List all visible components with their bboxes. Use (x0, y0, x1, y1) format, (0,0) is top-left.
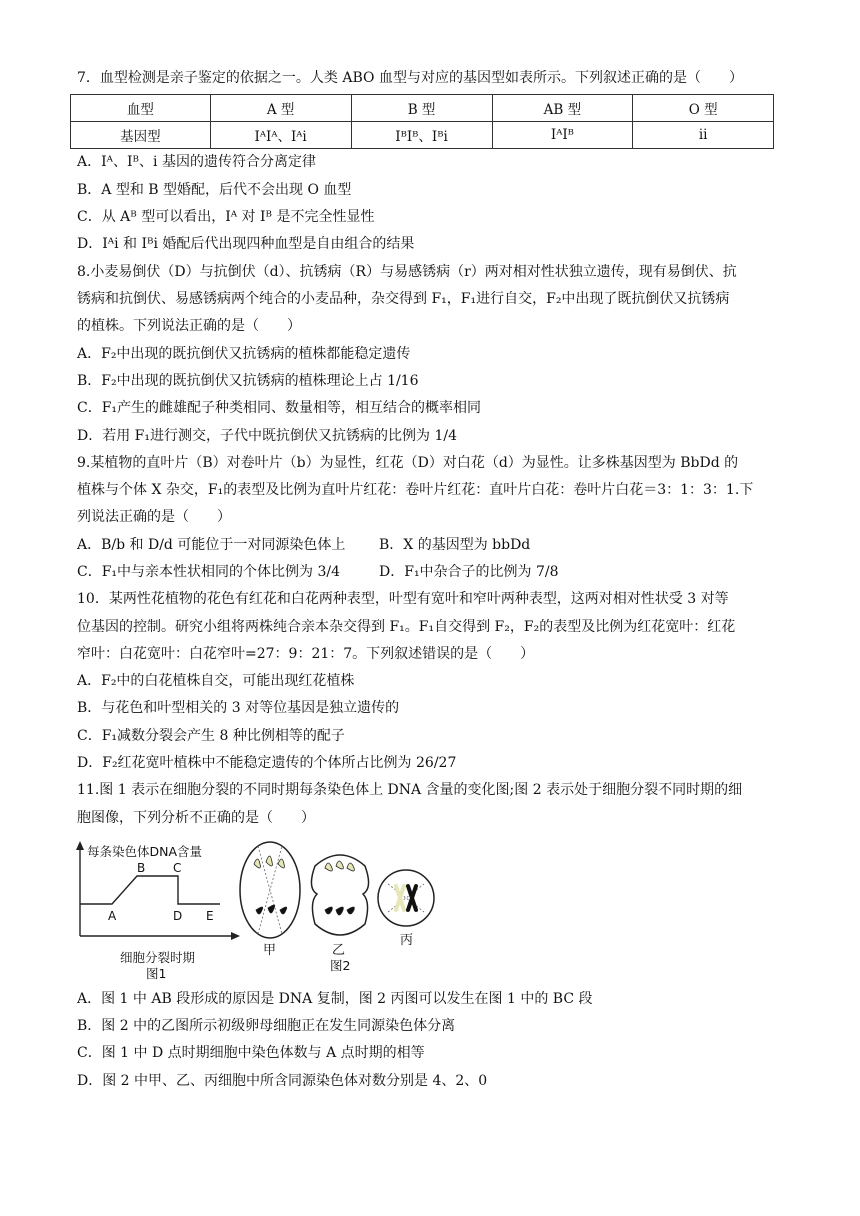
q9-option-a: A．B/b 和 D/d 可能位于一对同源染色体上 (77, 537, 346, 553)
table-row (71, 122, 774, 149)
q10-stem-line: 10．某两性花植物的花色有红花和白花两种表型，叶型有宽叶和窄叶两种表型，这两对相对性状受 3 对等 (77, 591, 729, 607)
point-label-a: A (108, 909, 117, 923)
cell-label-yi: 乙 (332, 943, 346, 958)
fig2-caption: 图2 (330, 958, 351, 973)
q8-option-d: D．若用 F₁进行测交，子代中既抗倒伏又抗锈病的比例为 1/4 (77, 428, 457, 444)
q7-stem: 7．血型检测是亲子鉴定的依据之一。人类 ABO 血型与对应的基因型如表所示。下列叙述正确的是（ ） (77, 70, 743, 86)
q11-stem-line: 胞图像，下列分析不正确的是（ ） (77, 810, 315, 826)
table-header-cell: O 型 (633, 95, 774, 122)
table-header-cell: B 型 (351, 95, 492, 122)
q9-stem-line: 植株与个体 X 杂交，F₁的表型及比例为直叶片红花：卷叶片红花：直叶片白花：卷叶片白花＝3：1：3：1.下 (77, 482, 754, 498)
fig1-graph (76, 841, 240, 981)
q11-figure (70, 836, 450, 984)
table-cell: ii (633, 122, 774, 149)
cell-bing (378, 870, 434, 948)
y-axis-arrow-icon (76, 841, 84, 850)
cell-yi (311, 855, 368, 973)
cell-label-jia: 甲 (263, 943, 277, 958)
q11-option-b: B．图 2 中的乙图所示初级卵母细胞正在发生同源染色体分离 (77, 1018, 456, 1034)
q9-stem-line: 列说法正确的是（ ） (77, 509, 231, 525)
dna-content-curve (80, 876, 220, 904)
table-cell: IᴬIᴮ (492, 122, 633, 149)
q8-option-b: B．F₂中出现的既抗倒伏又抗锈病的植株理论上占 1/16 (77, 373, 419, 389)
q9-stem-line: 9.某植物的直叶片（B）对卷叶片（b）为显性，红花（D）对白花（d）为显性。让多株基因型为 BbDd 的 (77, 455, 739, 471)
x-axis-arrow-icon (231, 932, 240, 940)
fig1-caption: 图1 (146, 966, 167, 981)
q9-option-d: D．F₁中杂合子的比例为 7/8 (379, 564, 559, 580)
table-cell: IᴮIᴮ、Iᴮi (351, 122, 492, 149)
q10-option-b: B．与花色和叶型相关的 3 对等位基因是独立遗传的 (77, 700, 400, 716)
point-label-e: E (206, 909, 214, 923)
point-label-d: D (173, 909, 183, 923)
q8-option-c: C．F₁产生的雌雄配子种类相同、数量相等，相互结合的概率相同 (77, 400, 482, 416)
point-label-b: B (137, 861, 146, 875)
q10-option-c: C．F₁减数分裂会产生 8 种比例相等的配子 (77, 728, 345, 744)
q10-option-d: D．F₂红花宽叶植株中不能稳定遗传的个体所占比例为 26/27 (77, 755, 457, 771)
q8-stem-line: 8.小麦易倒伏（D）与抗倒伏（d）、抗锈病（R）与易感锈病（r）两对相对性状独立遗传，现有易倒伏、抗 (77, 264, 737, 280)
table-header-cell: AB 型 (492, 95, 633, 122)
q9-options-row (77, 536, 787, 554)
table-cell: 基因型 (71, 122, 211, 149)
table-cell: IᴬIᴬ、Iᴬi (210, 122, 351, 149)
q8-option-a: A．F₂中出现的既抗倒伏又抗锈病的植株都能稳定遗传 (77, 346, 411, 362)
q11-option-a: A．图 1 中 AB 段形成的原因是 DNA 复制，图 2 丙图可以发生在图 1 中的 BC 段 (77, 991, 593, 1007)
chromosome-icon (256, 905, 287, 914)
chromosome-icon (325, 861, 354, 871)
q10-stem-line: 位基因的控制。研究小组将两株纯合亲本杂交得到 F₁。F₁自交得到 F₂，F₂的表型及比例为红花宽叶：红花 (77, 619, 736, 635)
q11-option-d: D．图 2 中甲、乙、丙细胞中所含同源染色体对数分别是 4、2、0 (77, 1073, 488, 1089)
q8-stem-line: 的植株。下列说法正确的是（ ） (77, 318, 301, 334)
chromosome-icon (254, 856, 284, 868)
q9-options-row (77, 563, 787, 581)
cell-label-bing: 丙 (400, 933, 414, 948)
cell-jia (240, 842, 300, 958)
q8-stem-line: 锈病和抗倒伏、易感锈病两个纯合的小麦品种，杂交得到 F₁，F₁进行自交，F₂中出现了既抗倒伏又抗锈病 (77, 291, 730, 307)
chromosome-icon (408, 886, 416, 910)
x-axis-label: 细胞分裂时期 (120, 950, 196, 965)
y-axis-label: 每条染色体DNA含量 (87, 844, 203, 859)
chromosome-icon (325, 907, 354, 915)
q11-stem-line: 11.图 1 表示在细胞分裂的不同时期每条染色体上 DNA 含量的变化图;图 2 表示处于细胞分裂不同时期的细 (77, 782, 743, 798)
q9-option-b: B．X 的基因型为 bbDd (379, 537, 531, 553)
blood-type-table (70, 94, 774, 149)
cell-membrane (378, 870, 434, 926)
q10-option-a: A．F₂中的白花植株自交，可能出现红花植株 (77, 673, 355, 689)
q11-option-c: C．图 1 中 D 点时期细胞中染色体数与 A 点时期的相等 (77, 1045, 425, 1061)
q7-option-d: D．Iᴬi 和 Iᴮi 婚配后代出现四种血型是自由组合的结果 (77, 236, 415, 252)
q10-stem-line: 窄叶：白花宽叶：白花窄叶=27：9：21：7。下列叙述错误的是（ ） (77, 646, 535, 662)
point-label-c: C (173, 861, 182, 875)
table-header-cell: A 型 (210, 95, 351, 122)
q9-option-c: C．F₁中与亲本性状相同的个体比例为 3/4 (77, 564, 341, 580)
q7-option-a: A．Iᴬ、Iᴮ、i 基因的遗传符合分离定律 (77, 154, 316, 170)
table-row (71, 95, 774, 122)
table-header-cell: 血型 (71, 95, 211, 122)
chromosome-icon (396, 886, 404, 910)
q7-option-c: C．从 Aᴮ 型可以看出，Iᴬ 对 Iᴮ 是不完全性显性 (77, 209, 375, 225)
spindle-fibers (388, 884, 424, 912)
q7-option-b: B．A 型和 B 型婚配，后代不会出现 O 血型 (77, 182, 352, 198)
